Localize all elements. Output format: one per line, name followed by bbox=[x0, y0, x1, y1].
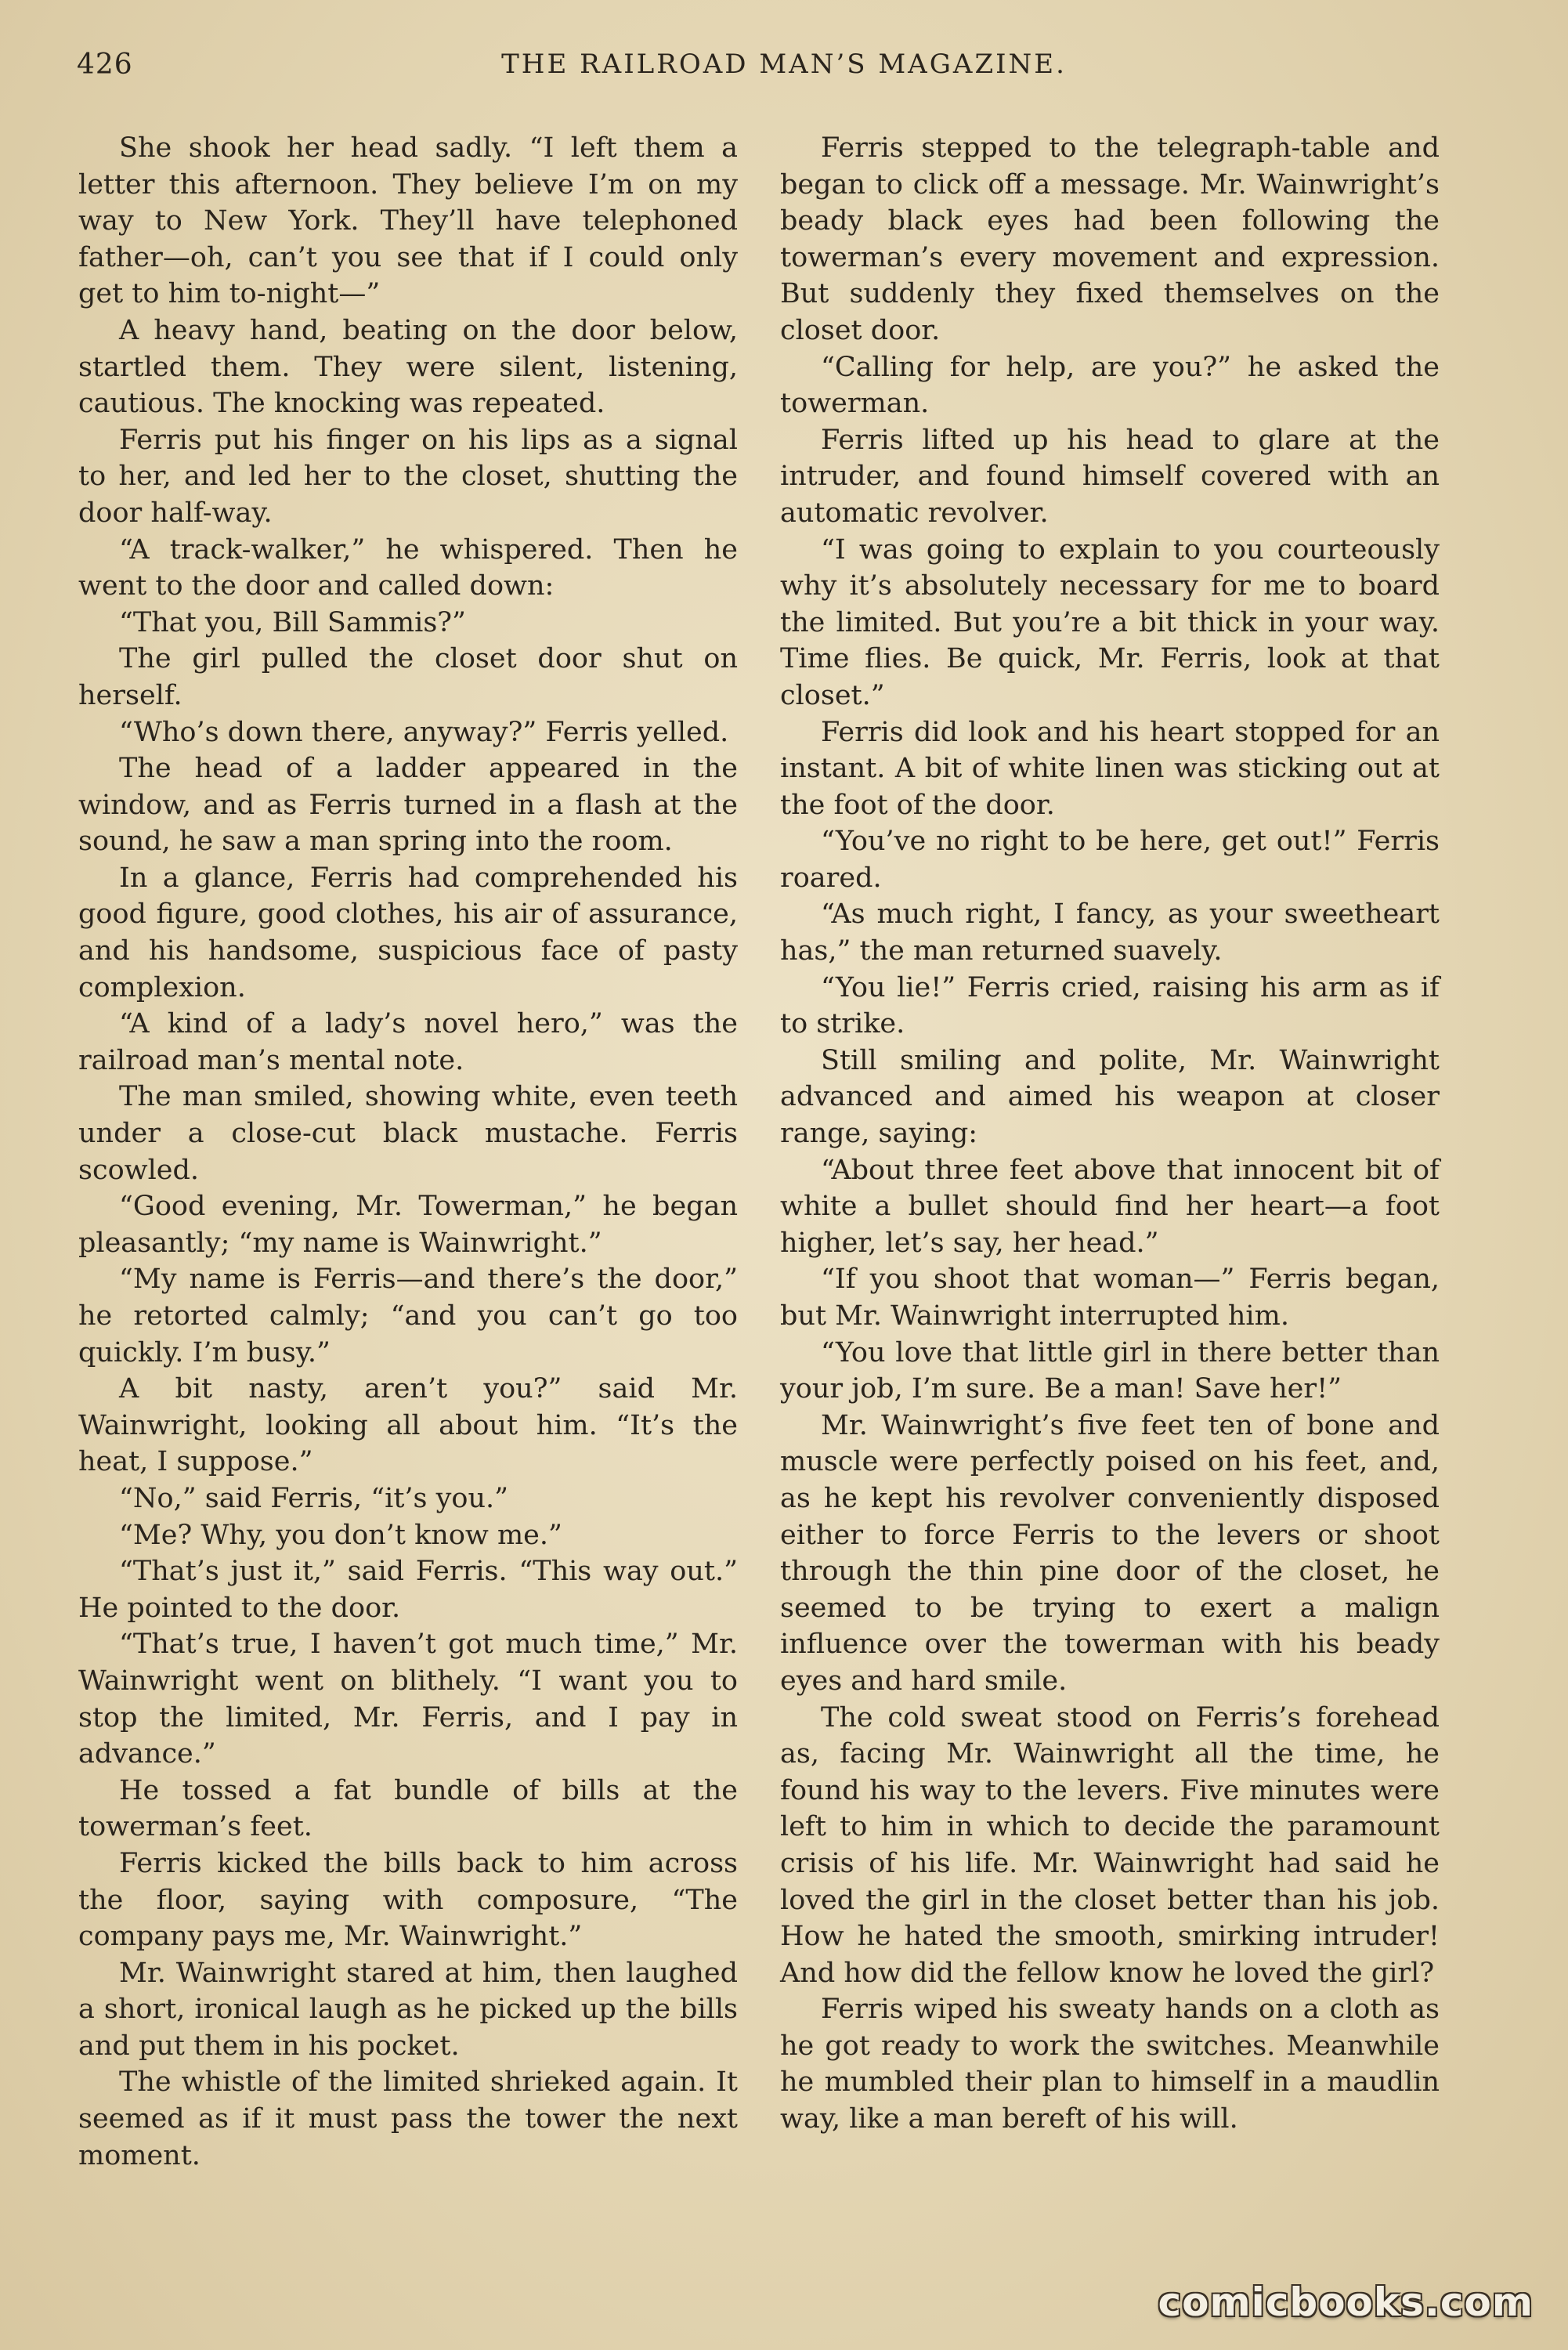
running-title: THE RAILROAD MAN’S MAGAZINE. bbox=[501, 49, 1067, 80]
paragraph: “My name is Ferris—and there’s the door,” he retorted calmly; “and you can’t go too quickly. I’m busy.” bbox=[78, 1264, 738, 1368]
paragraph: Still smiling and polite, Mr. Wainwright advanced and aimed his weapon at closer range, saying: bbox=[780, 1044, 1440, 1150]
paragraph: “A track-walker,” he whispered. Then he went to the door and called down: bbox=[78, 533, 738, 602]
paragraph: “No,” said Ferris, “it’s you.” bbox=[119, 1482, 509, 1514]
paragraph: Ferris lifted up his head to glare at the intruder, and found himself covered with an automatic revolver. bbox=[780, 424, 1440, 529]
paragraph: “I was going to explain to you courteously why it’s absolutely necessary for me to board the limited. But you’re a bit thick in your way. Time flies. Be quick, Mr. Ferris, look at that closet.” bbox=[780, 533, 1440, 711]
paragraph: Ferris wiped his sweaty hands on a cloth as he got ready to work the switches. Meanwhile he mumbled their plan to himself in a maudlin way, like a man bereft of his will. bbox=[780, 1994, 1440, 2135]
paragraph: “Who’s down there, anyway?” Ferris yelled. bbox=[119, 716, 729, 748]
paragraph: “A kind of a lady’s novel hero,” was the railroad man’s mental note. bbox=[78, 1008, 738, 1076]
paragraph: In a glance, Ferris had comprehended his good figure, good clothes, his air of assurance, and his handsome, suspicious face of pasty complexion. bbox=[78, 862, 738, 1003]
paragraph: “If you shoot that woman—” Ferris began, but Mr. Wainwright interrupted him. bbox=[780, 1264, 1440, 1332]
right-column bbox=[780, 130, 1440, 2138]
paragraph: The man smiled, showing white, even teeth under a close-cut black mustache. Ferris scowled. bbox=[78, 1081, 738, 1186]
paragraph: The girl pulled the closet door shut on herself. bbox=[78, 643, 738, 711]
paragraph: “As much right, I fancy, as your sweetheart has,” the man returned suavely. bbox=[780, 898, 1440, 967]
paragraph: “Good evening, Mr. Towerman,” he began pleasantly; “my name is Wainwright.” bbox=[78, 1191, 738, 1259]
watermark-logo: comicbooks.com bbox=[1158, 2280, 1534, 2325]
paragraph: “That’s just it,” said Ferris. “This way out.” He pointed to the door. bbox=[78, 1556, 738, 1624]
left-column bbox=[78, 130, 738, 2174]
paragraph: A bit nasty, aren’t you?” said Mr. Wainwright, looking all about him. “It’s the heat, I suppose.” bbox=[78, 1373, 738, 1478]
paragraph: He tossed a fat bundle of bills at the towerman’s feet. bbox=[78, 1774, 738, 1843]
paragraph: Mr. Wainwright stared at him, then laughed a short, ironical laugh as he picked up the bills and put them in his pocket. bbox=[78, 1957, 738, 2062]
paragraph: The whistle of the limited shrieked again. It seemed as if it must pass the tower the next moment. bbox=[78, 2066, 738, 2171]
paragraph: “Calling for help, are you?” he asked the towerman. bbox=[780, 351, 1440, 420]
paragraph: Ferris did look and his heart stopped for an instant. A bit of white linen was sticking out at the foot of the door. bbox=[780, 716, 1440, 821]
paragraph: She shook her head sadly. “I left them a letter this afternoon. They believe I’m on my way to New York. They’ll have telephoned father—oh, can’t you see that if I could only get to him to-night—” bbox=[78, 132, 738, 310]
paragraph: A heavy hand, beating on the door below, startled them. They were silent, listening, cautious. The knocking was repeated. bbox=[78, 314, 738, 420]
paragraph: “You lie!” Ferris cried, raising his arm as if to strike. bbox=[780, 971, 1440, 1040]
paragraph: Ferris stepped to the telegraph-table and began to click off a message. Mr. Wainwright’s beady black eyes had been following the towerman’s every movement and expression. But suddenly they fixed themselves on the closet door. bbox=[780, 132, 1440, 346]
paragraph: “You love that little girl in there better than your job, I’m sure. Be a man! Save her!” bbox=[780, 1336, 1440, 1405]
page-header bbox=[0, 49, 1568, 89]
paragraph: Ferris put his finger on his lips as a signal to her, and led her to the closet, shutting the door half-way. bbox=[78, 424, 738, 529]
page-number: 426 bbox=[77, 49, 133, 81]
paragraph: “You’ve no right to be here, get out!” Ferris roared. bbox=[780, 826, 1440, 894]
paragraph: “Me? Why, you don’t know me.” bbox=[119, 1519, 562, 1551]
paragraph: “That you, Bill Sammis?” bbox=[119, 606, 466, 638]
paragraph: “That’s true, I haven’t got much time,” Mr. Wainwright went on blithely. “I want you to stop the limited, Mr. Ferris, and I pay in advance.” bbox=[78, 1629, 738, 1770]
paragraph: Ferris kicked the bills back to him across the floor, saying with composure, “The company pays me, Mr. Wainwright.” bbox=[78, 1847, 738, 1953]
paragraph: The head of a ladder appeared in the window, and as Ferris turned in a flash at the sound, he saw a man spring into the room. bbox=[78, 753, 738, 858]
paragraph: Mr. Wainwright’s five feet ten of bone and muscle were perfectly poised on his feet, and, as he kept his revolver conveniently disposed either to force Ferris to the levers or shoot through the thin pine door of the closet, he seemed to be trying to exert a malign influence over the towerman with his beady eyes and hard smile. bbox=[780, 1409, 1440, 1697]
paragraph: The cold sweat stood on Ferris’s forehead as, facing Mr. Wainwright all the time, he found his way to the levers. Five minutes were left to him in which to decide the paramount crisis of his life. Mr. Wainwright had said he loved the girl in the closet better than his job. How he hated the smooth, smirking intruder! And how did the fellow know he loved the girl? bbox=[780, 1701, 1440, 1989]
paragraph: “About three feet above that innocent bit of white a bullet should find her heart—a foot higher, let’s say, her head.” bbox=[780, 1154, 1440, 1259]
